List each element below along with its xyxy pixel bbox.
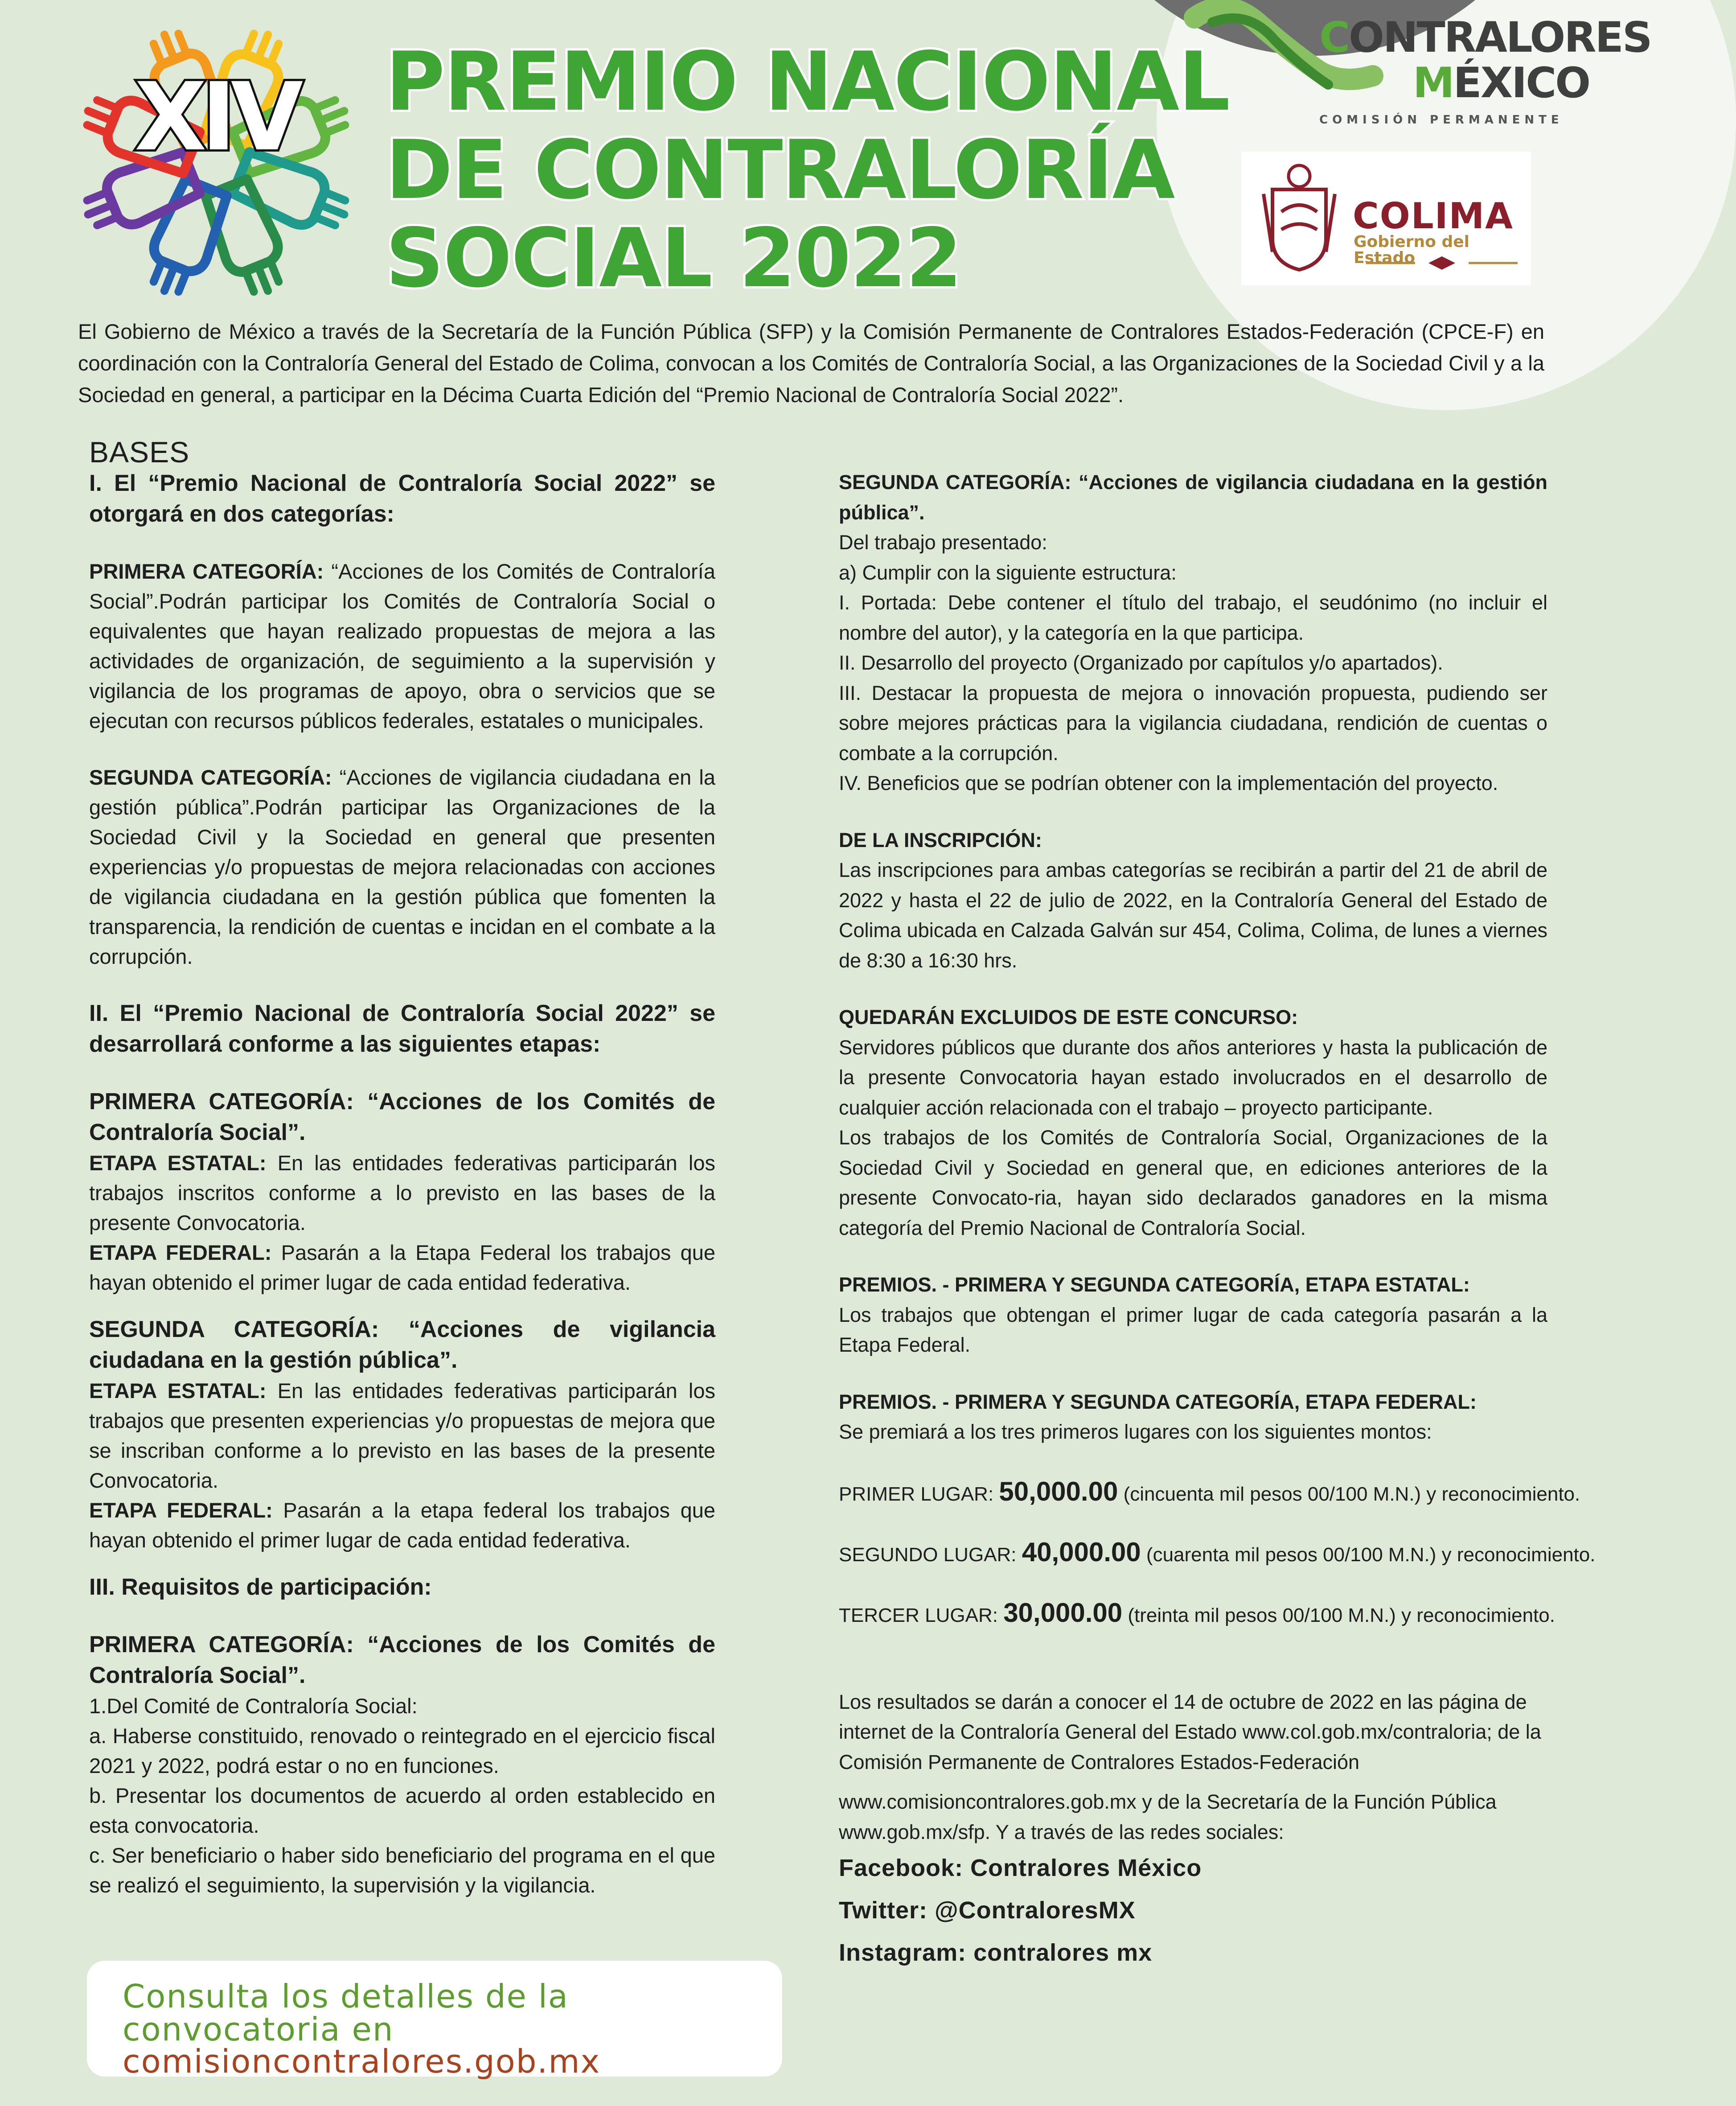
section-2-category-2-heading: SEGUNDA CATEGORÍA: “Acciones de vigilancia ciudadana en la gestión pública”. — [89, 1316, 715, 1373]
comision-permanente-label: COMISIÓN PERMANENTE — [1319, 113, 1564, 127]
social-twitter: Twitter: @ContraloresMX — [839, 1897, 1136, 1924]
consulta-line-1: Consulta los detalles de la — [123, 1978, 569, 2015]
left-column — [89, 436, 715, 1900]
list-item: III. Destacar la propuesta de mejora o innovación propuesta, pudiendo ser sobre mejores prácticas para la vigilancia ciudadana, rendición de cuentas o combate a la corrupción. — [839, 681, 1547, 765]
main-title-line-1: PREMIO NACIONAL — [386, 34, 1230, 129]
section-1-heading: I. El “Premio Nacional de Contraloría Social 2022” se otorgará en dos categorías: — [89, 470, 715, 527]
section-2-cat2-etapa-estatal: ETAPA ESTATAL: En las entidades federativas participarán los trabajos que presenten experiencias y/o propuestas de mejora que se inscriban conforme a lo previsto en las bases de la presente Convocatoria. — [89, 1379, 715, 1492]
contralores-word: CONTRALORES — [1319, 13, 1651, 62]
colima-ornament-icon — [1362, 254, 1522, 272]
list-item: b. Presentar los documentos de acuerdo al orden establecido en esta convocatoria. — [89, 1784, 715, 1837]
colima-name: COLIMA — [1353, 195, 1514, 237]
right-column — [839, 467, 1596, 1974]
prize-second-place: SEGUNDO LUGAR: 40,000.00 (cuarenta mil pesos 00/100 M.N.) y reconocimiento. — [839, 1537, 1596, 1567]
consulta-line-2: convocatoria en — [123, 2011, 394, 2048]
xiv-hands-logo — [71, 22, 361, 303]
colima-coat-of-arms-icon — [1255, 163, 1344, 272]
excluidos-paragraph-1: Servidores públicos que durante dos años anteriores y hasta la publicación de la presente Convocatoria hayan estado involucrados en el desarrollo de cualquier acción relacionada con el trabajo – proyecto participante. — [839, 1036, 1547, 1119]
social-facebook: Facebook: Contralores México — [839, 1855, 1202, 1881]
social-instagram: Instagram: contralores mx — [839, 1939, 1153, 1966]
section-2-heading: II. El “Premio Nacional de Contraloría Social 2022” se desarrollará conforme a las siguientes etapas: — [89, 1000, 715, 1057]
resultados-paragraph-2: www.comisioncontralores.gob.mx y de la Secretaría de la Función Pública www.gob.mx/sfp. Y a través de las redes sociales: — [839, 1790, 1497, 1843]
premios-federal-heading: PREMIOS. - PRIMERA Y SEGUNDA CATEGORÍA, ETAPA FEDERAL: — [839, 1390, 1477, 1413]
requisitos-category-2-heading: SEGUNDA CATEGORÍA: “Acciones de vigilancia ciudadana en la gestión pública”. — [839, 471, 1547, 524]
colima-subtitle: Gobierno del Estado — [1354, 233, 1469, 267]
list-item: a. Haberse constituido, renovado o reintegrado en el ejercicio fiscal 2021 y 2022, podrá estar o no en funciones. — [89, 1724, 715, 1777]
mexico-word: MÉXICO — [1413, 59, 1590, 107]
section-1-category-1: PRIMERA CATEGORÍA: “Acciones de los Comités de Contraloría Social”.Podrán participar los Comités de Contraloría Social o equivalentes que hayan realizado propuestas de mejora a las actividades de organización, de seguimiento a la supervisión y vigilancia de los programas de apoyo, obra o servicios que se ejecutan con recursos públicos federales, estatales o municipales. — [89, 559, 715, 732]
section-1-category-2: SEGUNDA CATEGORÍA: “Acciones de vigilancia ciudadana en la gestión pública”.Podrán participar las Organizaciones de la Sociedad Civil y la Sociedad en general que presenten experiencias y/o propuestas de mejora relacionadas con acciones de vigilancia ciudadana en la gestión pública que fomenten la transparencia, la rendición de cuentas e incidan en el combate a la corrupción. — [89, 765, 715, 968]
premios-federal-text: Se premiará a los tres primeros lugares con los siguientes montos: — [839, 1420, 1432, 1443]
main-title-line-2: DE CONTRALORÍA — [386, 123, 1174, 217]
inscripcion-text: Las inscripciones para ambas categorías se recibirán a partir del 21 de abril de 2022 y hasta el 22 de julio de 2022, en la Contraloría General del Estado de Colima ubicada en Calzada Galván sur 454, Colima, Colima, de lunes a viernes de 8:30 a 16:30 hrs. — [839, 859, 1547, 972]
resultados-paragraph-1: Los resultados se darán a conocer el 14 de octubre de 2022 en las página de internet de la Contraloría General del Estado www.col.gob.mx/contraloria; de la Comisión Permanente de Contralores Estados-Federación — [839, 1690, 1541, 1773]
consulta-box — [87, 1961, 782, 2080]
excluidos-paragraph-2: Los trabajos de los Comités de Contraloría Social, Organizaciones de la Sociedad Civil y Sociedad en general que, en ediciones anteriores de la presente Convocato-ria, hayan sido declarados ganadores en la misma categoría del Premio Nacional de Contraloría Social. — [839, 1126, 1547, 1239]
section-2-cat2-etapa-federal: ETAPA FEDERAL: Pasarán a la etapa federal los trabajos que hayan obtenido el primer lugar de cada entidad federativa. — [89, 1498, 715, 1552]
xiv-numeral: XIV — [134, 62, 298, 172]
list-item: II. Desarrollo del proyecto (Organizado por capítulos y/o apartados). — [839, 651, 1443, 674]
intro-paragraph: El Gobierno de México a través de la Secretaría de la Función Pública (SFP) y la Comisión Permanente de Contralores Estados-Federación (CPCE-F) en coordinación con la Contraloría General del Estado de Colima, convocan a los Comités de Contraloría Social, a las Organizaciones de la Sociedad Civil y a la Sociedad en general, a participar en la Décima Cuarta Edición del “Premio Nacional de Contraloría Social 2022”. — [78, 320, 1544, 407]
premios-estatal-text: Los trabajos que obtengan el primer lugar de cada categoría pasarán a la Etapa Federal. — [839, 1303, 1547, 1356]
bases-title: BASES — [89, 436, 190, 469]
list-item: I. Portada: Debe contener el título del trabajo, el seudónimo (no incluir el nombre del autor), y la categoría en la que participa. — [839, 591, 1547, 644]
main-title-line-3: SOCIAL 2022 — [386, 211, 961, 305]
section-3-heading: III. Requisitos de participación: — [89, 1574, 432, 1600]
premios-estatal-heading: PREMIOS. - PRIMERA Y SEGUNDA CATEGORÍA, ETAPA ESTATAL: — [839, 1273, 1470, 1296]
prize-first-place: PRIMER LUGAR: 50,000.00 (cincuenta mil pesos 00/100 M.N.) y reconocimiento. — [839, 1476, 1580, 1506]
list-item: a) Cumplir con la siguiente estructura: — [839, 561, 1177, 584]
colima-logo — [1241, 152, 1531, 285]
section-2-cat1-etapa-estatal: ETAPA ESTATAL: En las entidades federativas participarán los trabajos inscritos conforme a lo previsto en las bases de la presente Convocatoria. — [89, 1151, 715, 1234]
consulta-url-link[interactable]: comisioncontralores.gob.mx — [123, 2043, 601, 2080]
section-2-category-1-heading: PRIMERA CATEGORÍA: “Acciones de los Comités de Contraloría Social”. — [89, 1089, 715, 1145]
section-3-category-1-heading: PRIMERA CATEGORÍA: “Acciones de los Comités de Contraloría Social”. — [89, 1632, 715, 1688]
list-item: Del trabajo presentado: — [839, 531, 1047, 554]
inscripcion-heading: DE LA INSCRIPCIÓN: — [839, 828, 1042, 851]
list-item: c. Ser beneficiario o haber sido beneficiario del programa en el que se realizó el seguimiento, la supervisión y la vigilancia. — [89, 1843, 715, 1897]
excluidos-heading: QUEDARÁN EXCLUIDOS DE ESTE CONCURSO: — [839, 1006, 1298, 1028]
section-2-cat1-etapa-federal: ETAPA FEDERAL: Pasarán a la Etapa Federal los trabajos que hayan obtenido el primer lugar de cada entidad federativa. — [89, 1241, 715, 1294]
prize-third-place: TERCER LUGAR: 30,000.00 (treinta mil pesos 00/100 M.N.) y reconocimiento. — [839, 1597, 1555, 1628]
list-item: 1.Del Comité de Contraloría Social: — [89, 1694, 418, 1718]
list-item: IV. Beneficios que se podrían obtener con la implementación del proyecto. — [839, 772, 1498, 794]
